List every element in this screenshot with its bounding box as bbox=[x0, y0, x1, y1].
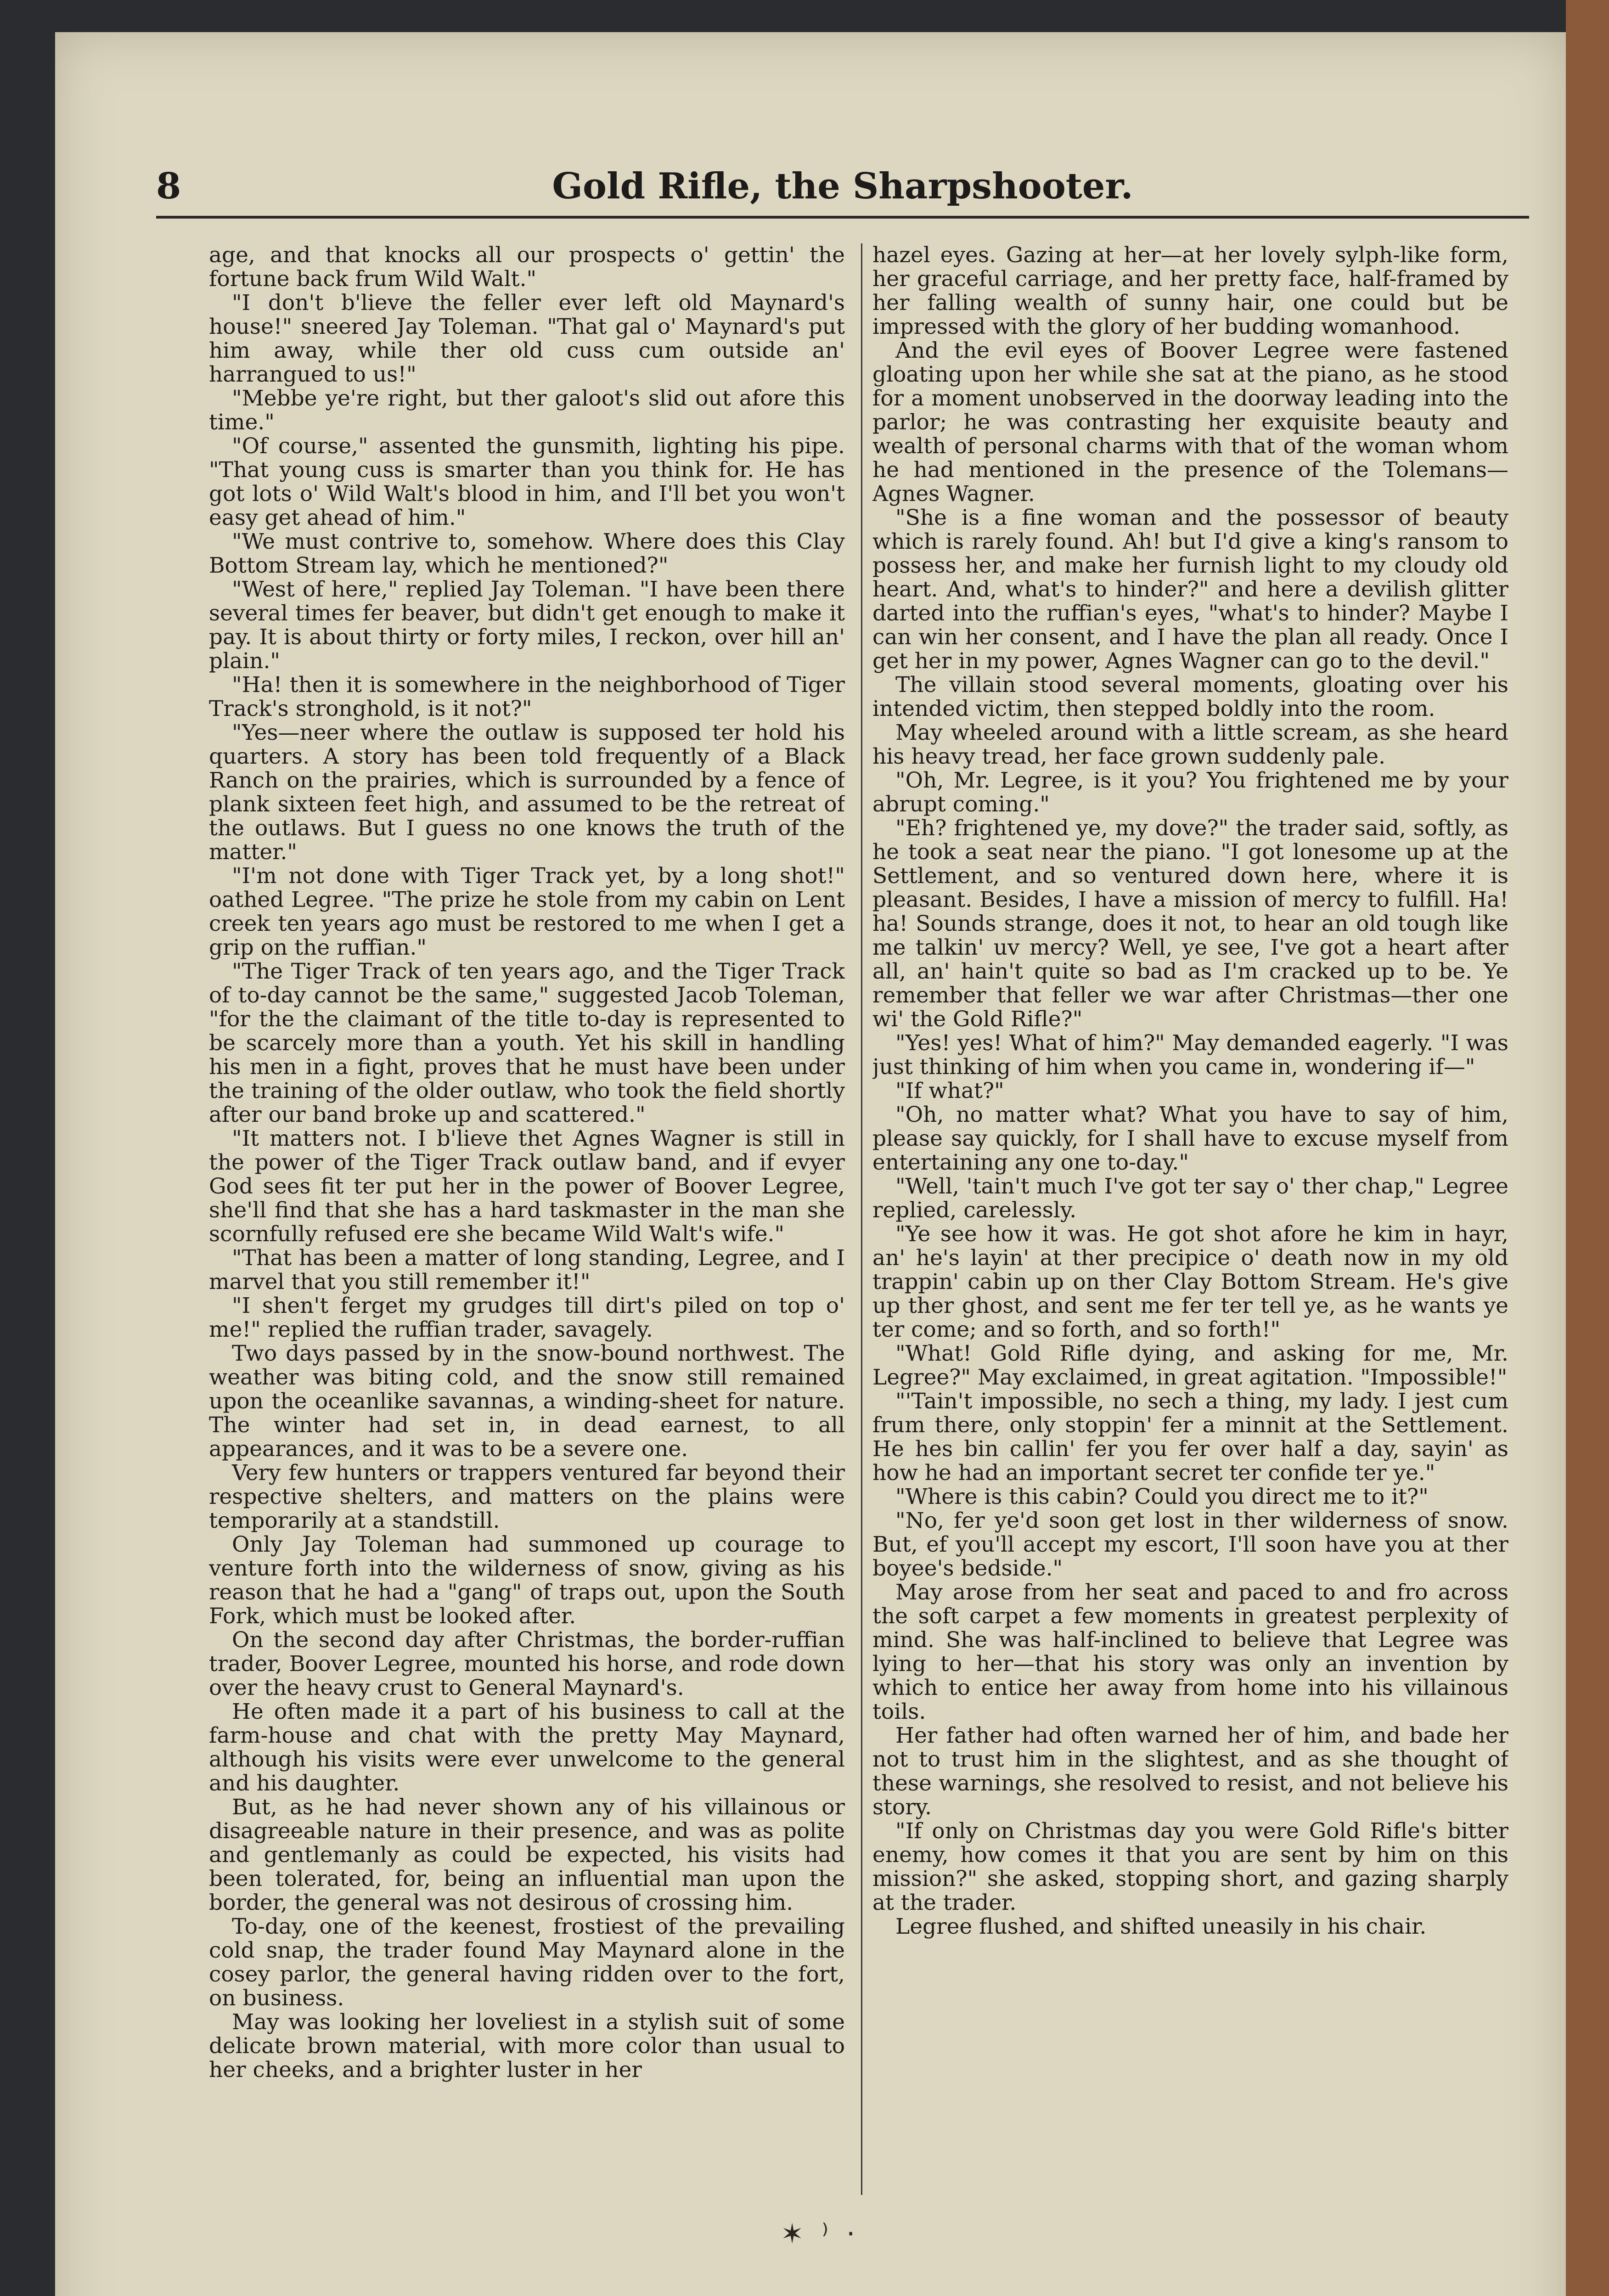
page-header bbox=[156, 152, 1529, 230]
paragraph: "Ha! then it is somewhere in the neighborhood of Tiger Track's stronghold, is it not?" bbox=[209, 672, 845, 721]
paragraph: Her father had often warned her of him, and bade her not to trust him in the slightest, and as she thought of these warnings, she resolved to resist, and not believe his story. bbox=[872, 1723, 1508, 1820]
left-column bbox=[209, 243, 845, 2209]
paragraph: "Eh? frightened ye, my dove?" the trader said, softly, as he took a seat near the piano. "I got lonesome up at the Settlement, and so ventured down here, where it is pleasant. Besides, I have a mission of mercy to fulfill. Ha! ha! Sounds strange, does it not, to hear an old tough like me talkin' uv mercy? Well, ye see, I've got a heart after all, an' hain't quite so bad as I'm cracked up to be. Ye remember that feller we war after Christmas—ther one wi' the Gold Rifle?" bbox=[872, 816, 1508, 1032]
paragraph: hazel eyes. Gazing at her—at her lovely sylph-like form, her graceful carriage, and her pretty face, half-framed by her falling wealth of sunny hair, one could but be impressed with the glory of her budding womanhood. bbox=[872, 243, 1508, 339]
binding-edge bbox=[1566, 0, 1609, 2296]
paragraph: "Mebbe ye're right, but ther galoot's slid out afore this time." bbox=[209, 386, 845, 435]
paragraph: "If what?" bbox=[895, 1078, 1004, 1103]
paragraph: But, as he had never shown any of his villainous or disagreeable nature in their presence, and was as polite and gentlemanly as could be expected, his visits had been tolerated, for, being an influential man upon the border, the general was not desirous of crossing him. bbox=[209, 1795, 845, 1915]
paragraph: "Yes—neer where the outlaw is supposed ter hold his quarters. A story has been told frequently of a Black Ranch on the prairies, which is surrounded by a fence of plank sixteen feet high, and assumed to be the retreat of the outlaws. But I guess no one knows the truth of the matter." bbox=[209, 720, 845, 865]
paragraph: age, and that knocks all our prospects o' gettin' the fortune back frum Wild Walt." bbox=[209, 243, 845, 292]
paragraph: On the second day after Christmas, the border-ruffian trader, Boover Legree, mounted his horse, and rode down over the heavy crust to General Maynard's. bbox=[209, 1627, 845, 1700]
paragraph: "We must contrive to, somehow. Where does this Clay Bottom Stream lay, which he mentioned?" bbox=[209, 529, 845, 578]
paragraph: "No, fer ye'd soon get lost in ther wilderness of snow. But, ef you'll accept my escort, I'll soon have you at ther boyee's bedside." bbox=[872, 1508, 1508, 1581]
paragraph: He often made it a part of his business to call at the farm-house and chat with the pretty May Maynard, although his visits were ever unwelcome to the general and his daughter. bbox=[209, 1699, 845, 1796]
running-title: Gold Rifle, the Sharpshooter. bbox=[552, 165, 1133, 207]
paragraph: "It matters not. I b'lieve thet Agnes Wagner is still in the power of the Tiger Track outlaw band, and if evyer God sees fit ter put her in the power of Boover Legree, she'll find that she has a hard taskmaster in the man she scornfully refused ere she became Wild Walt's wife." bbox=[209, 1126, 845, 1247]
paragraph: "If only on Christmas day you were Gold Rifle's bitter enemy, how comes it that you are sent by him on this mission?" she asked, stopping short, and gazing sharply at the trader. bbox=[872, 1818, 1508, 1915]
page-number: 8 bbox=[156, 165, 181, 207]
paragraph: "I don't b'lieve the feller ever left old Maynard's house!" sneered Jay Toleman. "That gal o' Maynard's put him away, while ther old cuss cum outside an' harrangued to us!" bbox=[209, 290, 845, 387]
paragraph: "I'm not done with Tiger Track yet, by a long shot!" oathed Legree. "The prize he stole from my cabin on Lent creek ten years ago must be restored to me when I get a grip on the ruffian." bbox=[209, 863, 845, 960]
footer-ornament: ✶ ⁾ · bbox=[781, 2218, 860, 2250]
paragraph: May was looking her loveliest in a stylish suit of some delicate brown material, with more color than usual to her cheeks, and a brighter luster in her bbox=[209, 2009, 845, 2082]
paragraph: "The Tiger Track of ten years ago, and the Tiger Track of to-day cannot be the same," suggested Jacob Toleman, "for the the claimant of the title to-day is represented to be scarcely more than a youth. Yet his skill in handling his men in a fight, proves that he must have been under the training of the older outlaw, who took the field shortly after our band broke up and scattered." bbox=[209, 959, 845, 1127]
paragraph: "Ye see how it was. He got shot afore he kim in hayr, an' he's layin' at ther precipice o' death now in my old trappin' cabin up on ther Clay Bottom Stream. He's give up ther ghost, and sent me fer ter tell ye, as he wants ye ter come; and so forth, and so forth!" bbox=[872, 1221, 1508, 1342]
paragraph: "Oh, Mr. Legree, is it you? You frightened me by your abrupt coming." bbox=[872, 768, 1508, 817]
paragraph: Legree flushed, and shifted uneasily in his chair. bbox=[895, 1914, 1427, 1939]
paragraph: "Well, 'tain't much I've got ter say o' ther chap," Legree replied, carelessly. bbox=[872, 1174, 1508, 1223]
paragraph: "'Tain't impossible, no sech a thing, my lady. I jest cum frum there, only stoppin' fer a minnit at the Settlement. He hes bin callin' fer you fer over half a day, sayin' as how he had an important secret ter confide ter ye." bbox=[872, 1389, 1508, 1486]
paragraph: "What! Gold Rifle dying, and asking for me, Mr. Legree?" May exclaimed, in great agitation. "Impossible!" bbox=[872, 1341, 1508, 1390]
paragraph: "Yes! yes! What of him?" May demanded eagerly. "I was just thinking of him when you came in, wondering if—" bbox=[872, 1030, 1508, 1080]
paragraph: The villain stood several moments, gloating over his intended victim, then stepped boldly into the room. bbox=[872, 672, 1508, 721]
paragraph: Two days passed by in the snow-bound northwest. The weather was biting cold, and the snow still remained upon the oceanlike savannas, a winding-sheet for nature. The winter had set in, in dead earnest, to all appearances, and it was to be a severe one. bbox=[209, 1341, 845, 1462]
paragraph: "Where is this cabin? Could you direct me to it?" bbox=[895, 1484, 1429, 1509]
paragraph: "That has been a matter of long standing, Legree, and I marvel that you still remember it!" bbox=[209, 1245, 845, 1294]
paragraph: And the evil eyes of Boover Legree were fastened gloating upon her while she sat at the piano, as he stood for a moment unobserved in the doorway leading into the parlor; he was contrasting her exquisite beauty and wealth of personal charms with that of the woman whom he had mentioned in the presence of the Tolemans—Agnes Wagner. bbox=[872, 338, 1508, 506]
header-rule bbox=[156, 216, 1529, 219]
column-divider bbox=[861, 243, 862, 2195]
right-column bbox=[872, 243, 1508, 2209]
paragraph: Very few hunters or trappers ventured far beyond their respective shelters, and matters on the plains were temporarily at a standstill. bbox=[209, 1460, 845, 1533]
paragraph: "I shen't ferget my grudges till dirt's piled on top o' me!" replied the ruffian trader, savagely. bbox=[209, 1293, 845, 1342]
paragraph: May wheeled around with a little scream, as she heard his heavy tread, her face grown suddenly pale. bbox=[872, 720, 1508, 769]
paragraph: May arose from her seat and paced to and fro across the soft carpet a few moments in greatest perplexity of mind. She was half-inclined to believe that Legree was lying to her—that his story was only an invention by which to entice her away from home into his villainous toils. bbox=[872, 1580, 1508, 1724]
paragraph: "Of course," assented the gunsmith, lighting his pipe. "That young cuss is smarter than you think for. He has got lots o' Wild Walt's blood in him, and I'll bet you won't easy get ahead of him." bbox=[209, 433, 845, 530]
paragraph: "She is a fine woman and the possessor of beauty which is rarely found. Ah! but I'd give a king's ransom to possess her, and make her furnish light to my cloudy old heart. And, what's to hinder?" and here a devilish glitter darted into the ruffian's eyes, "what's to hinder? Maybe I can win her consent, and I have the plan all ready. Once I get her in my power, Agnes Wagner can go to the devil." bbox=[872, 505, 1508, 674]
paragraph: "West of here," replied Jay Toleman. "I have been there several times fer beaver, but didn't get enough to make it pay. It is about thirty or forty miles, I reckon, over hill an' plain." bbox=[209, 577, 845, 674]
paragraph: To-day, one of the keenest, frostiest of the prevailing cold snap, the trader found May Maynard alone in the cosey parlor, the general having ridden over to the fort, on business. bbox=[209, 1914, 845, 2011]
paragraph: Only Jay Toleman had summoned up courage to venture forth into the wilderness of snow, giving as his reason that he had a "gang" of traps out, upon the South Fork, which must be looked after. bbox=[209, 1532, 845, 1629]
paragraph: "Oh, no matter what? What you have to say of him, please say quickly, for I shall have to excuse myself from entertaining any one to-day." bbox=[872, 1102, 1508, 1175]
